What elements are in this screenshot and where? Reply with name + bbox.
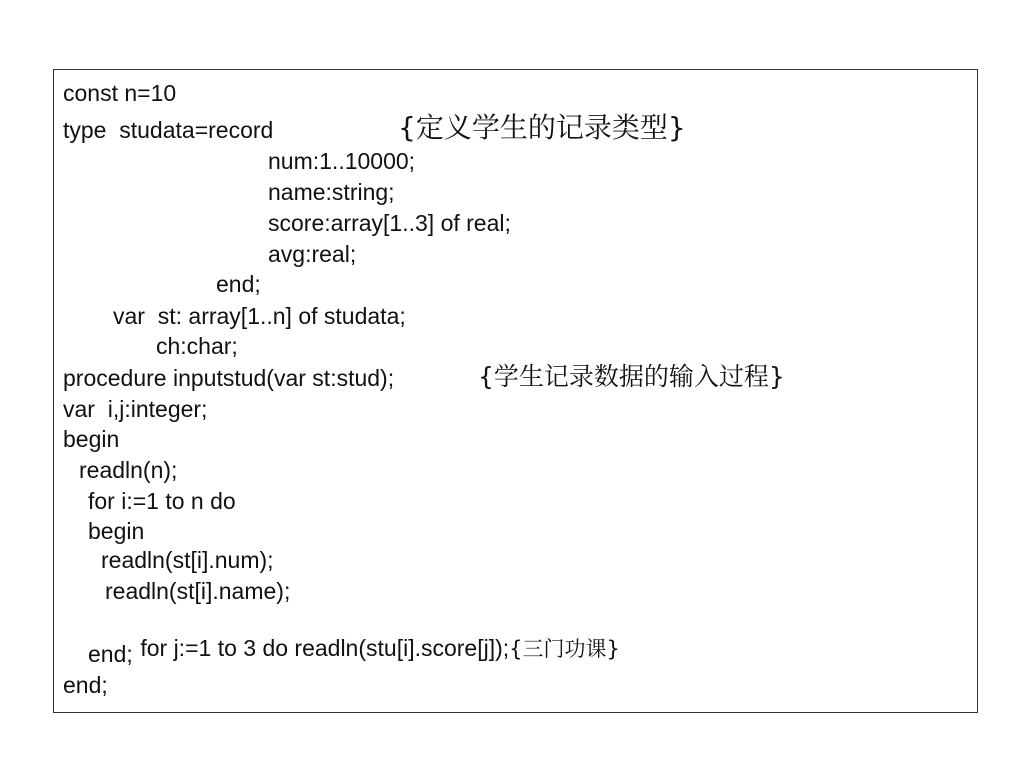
- comment-record-type: {定义学生的记录类型}: [398, 111, 686, 144]
- comment-input-procedure: {学生记录数据的输入过程}: [478, 362, 785, 391]
- code-line-begin-inner: begin: [88, 518, 145, 544]
- code-line-readln-num: readln(st[i].num);: [101, 547, 274, 573]
- code-line-var-ch: ch:char;: [156, 333, 238, 359]
- code-for-j-text: for j:=1 to 3 do readln(stu[i].score[j]);: [140, 635, 510, 661]
- code-line-for-i: for i:=1 to n do: [88, 488, 236, 514]
- code-line-const: const n=10: [63, 80, 177, 106]
- code-line-var-ij: var i,j:integer;: [63, 396, 208, 422]
- code-listing-box: [53, 69, 978, 713]
- code-line-procedure: procedure inputstud(var st:stud);: [63, 365, 395, 391]
- code-line-type: type studata=record: [63, 117, 274, 143]
- code-line-readln-name: readln(st[i].name);: [105, 578, 291, 604]
- code-line-field-avg: avg:real;: [268, 241, 357, 267]
- code-line-end-outer: end;: [63, 672, 108, 698]
- code-line-end-inner: end;: [88, 641, 133, 667]
- code-line-begin-outer: begin: [63, 426, 120, 452]
- code-line-field-num: num:1..10000;: [268, 148, 416, 174]
- code-line-field-name: name:string;: [268, 179, 395, 205]
- code-line-for-j: [102, 609, 620, 688]
- code-line-var-st: var st: array[1..n] of studata;: [113, 303, 406, 329]
- comment-three-courses: {三门功课}: [509, 637, 620, 661]
- code-line-field-score: score:array[1..3] of real;: [268, 210, 511, 236]
- code-line-record-end: end;: [216, 271, 261, 297]
- code-line-readln-n: readln(n);: [79, 457, 178, 483]
